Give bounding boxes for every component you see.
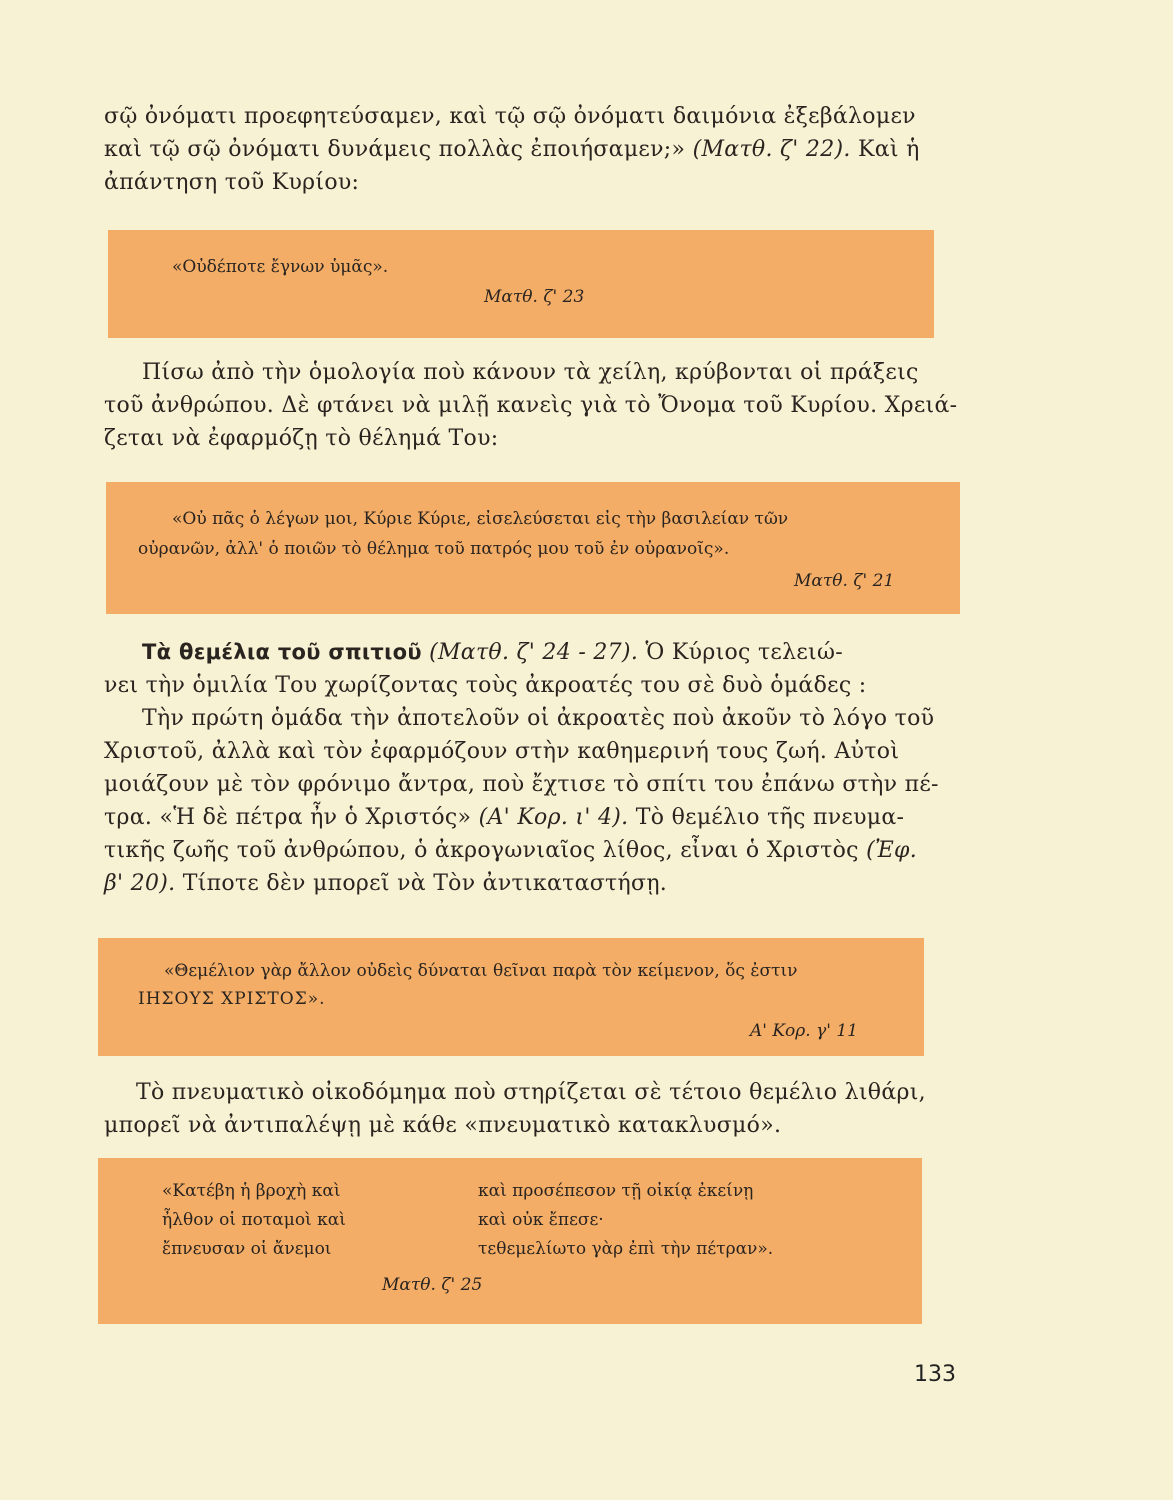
paragraph-line: [104, 834, 954, 867]
paragraph-line: ζεται νὰ ἐφαρμόζῃ τὸ θέλημά Του:: [104, 426, 499, 451]
quote-line: καὶ οὐκ ἔπεσε·: [478, 1210, 604, 1230]
quote-line: ἦλθον οἱ ποταμοὶ καὶ: [162, 1210, 346, 1230]
quote-line: τεθεμελίωτο γὰρ ἐπὶ τὴν πέτραν».: [478, 1239, 774, 1259]
quote-source: Ματθ. ζ' 25: [382, 1275, 483, 1295]
paragraph-line: [104, 801, 954, 834]
paragraph-line: σῷ ὀνόματι προεφητεύσαμεν, καὶ τῷ σῷ ὀνόματι δαιμόνια ἐξεβάλομεν: [104, 104, 916, 129]
paragraph-1: [104, 100, 954, 199]
paragraph-3: [104, 636, 954, 900]
paragraph-text: Τίποτε δὲν μπορεῖ νὰ Τὸν ἀντικαταστήσῃ.: [182, 871, 668, 896]
quote-line: «Κατέβη ἡ βροχὴ καὶ: [162, 1181, 341, 1201]
paragraph-line: μπορεῖ νὰ ἀντιπαλέψῃ μὲ κάθε «πνευματικὸ κατακλυσμό».: [104, 1113, 782, 1138]
quote-box-3: [98, 938, 924, 1056]
quote-line: οὐρανῶν, ἀλλ' ὁ ποιῶν τὸ θέλημα τοῦ πατρός μου τοῦ ἐν οὐρανοῖς».: [138, 539, 730, 559]
quote-box-4: [98, 1158, 922, 1324]
section-heading: Τὰ θεμέλια τοῦ σπιτιοῦ: [142, 640, 422, 664]
paragraph-line: Τὸ πνευματικὸ οἰκοδόμημα ποὺ στηρίζεται σὲ τέτοιο θεμέλιο λιθάρι,: [136, 1080, 926, 1105]
quote-box-1: [108, 230, 934, 338]
quote-box-2: [106, 482, 960, 614]
paragraph-text: Καὶ ἡ: [857, 137, 920, 162]
quote-source: Α' Κορ. γ' 11: [750, 1021, 858, 1041]
paragraph-text: τρα. «Ἡ δὲ πέτρα ἦν ὁ Χριστός»: [104, 805, 472, 830]
paragraph-line: [104, 636, 954, 669]
paragraph-text: Τὸ θεμέλιο τῆς πνευμα-: [635, 805, 905, 830]
paragraph-line: νει τὴν ὁμιλία Του χωρίζοντας τοὺς ἀκροατές του σὲ δυὸ ὁμάδες :: [104, 673, 867, 698]
paragraph-line: [104, 133, 954, 166]
quote-line: καὶ προσέπεσον τῇ οἰκίᾳ ἐκείνῃ: [478, 1181, 754, 1201]
paragraph-line: Χριστοῦ, ἀλλὰ καὶ τὸν ἐφαρμόζουν στὴν καθημερινή τους ζωή. Αὐτοὶ: [104, 739, 900, 764]
paragraph-line: [104, 867, 954, 900]
paragraph-text: καὶ τῷ σῷ ὀνόματι δυνάμεις πολλὰς ἐποιήσαμεν;»: [104, 137, 686, 162]
quote-line: «Οὐ πᾶς ὁ λέγων μοι, Κύριε Κύριε, εἰσελεύσεται εἰς τὴν βασιλείαν τῶν: [172, 509, 789, 529]
scripture-reference: β' 20).: [104, 871, 176, 896]
paragraph-text: τικῆς ζωῆς τοῦ ἀνθρώπου, ὁ ἀκρογωνιαῖος λίθος, εἶναι ὁ Χριστὸς: [104, 838, 859, 863]
paragraph-line: Πίσω ἀπὸ τὴν ὁμολογία ποὺ κάνουν τὰ χείλη, κρύβονται οἱ πράξεις: [142, 360, 919, 385]
scripture-reference: (Ματθ. ζ' 22).: [692, 137, 851, 162]
quote-line: «Θεμέλιον γὰρ ἄλλον οὐδεὶς δύναται θεῖναι παρὰ τὸν κείμενον, ὅς ἐστιν: [164, 961, 798, 981]
quote-line: ἔπνευσαν οἱ ἄνεμοι: [162, 1239, 332, 1259]
paragraph-line: τοῦ ἀνθρώπου. Δὲ φτάνει νὰ μιλῇ κανεὶς γιὰ τὸ Ὄνομα τοῦ Κυρίου. Χρειά-: [104, 393, 958, 418]
quote-source: Ματθ. ζ' 23: [484, 287, 585, 307]
scripture-reference: (Α' Κορ. ι' 4).: [478, 805, 629, 830]
quote-source: Ματθ. ζ' 21: [794, 571, 895, 591]
page-number: 133: [914, 1362, 956, 1387]
paragraph-text: Ὁ Κύριος τελειώ-: [645, 640, 843, 665]
scripture-reference: (Ματθ. ζ' 24 - 27).: [429, 640, 639, 665]
paragraph-line: μοιάζουν μὲ τὸν φρόνιμο ἄντρα, ποὺ ἔχτισε τὸ σπίτι του ἐπάνω στὴν πέ-: [104, 772, 939, 797]
paragraph-2: [104, 356, 958, 455]
paragraph-line: Τὴν πρώτη ὁμάδα τὴν ἀποτελοῦν οἱ ἀκροατὲς ποὺ ἀκοῦν τὸ λόγο τοῦ: [142, 706, 935, 731]
paragraph-4: [104, 1076, 954, 1142]
paragraph-line: ἀπάντηση τοῦ Κυρίου:: [104, 170, 360, 195]
quote-text: «Οὐδέποτε ἔγνων ὑμᾶς».: [172, 257, 389, 277]
quote-line: ΙΗΣΟΥΣ ΧΡΙΣΤΟΣ».: [138, 989, 326, 1009]
scripture-reference: (Ἐφ.: [866, 838, 918, 863]
